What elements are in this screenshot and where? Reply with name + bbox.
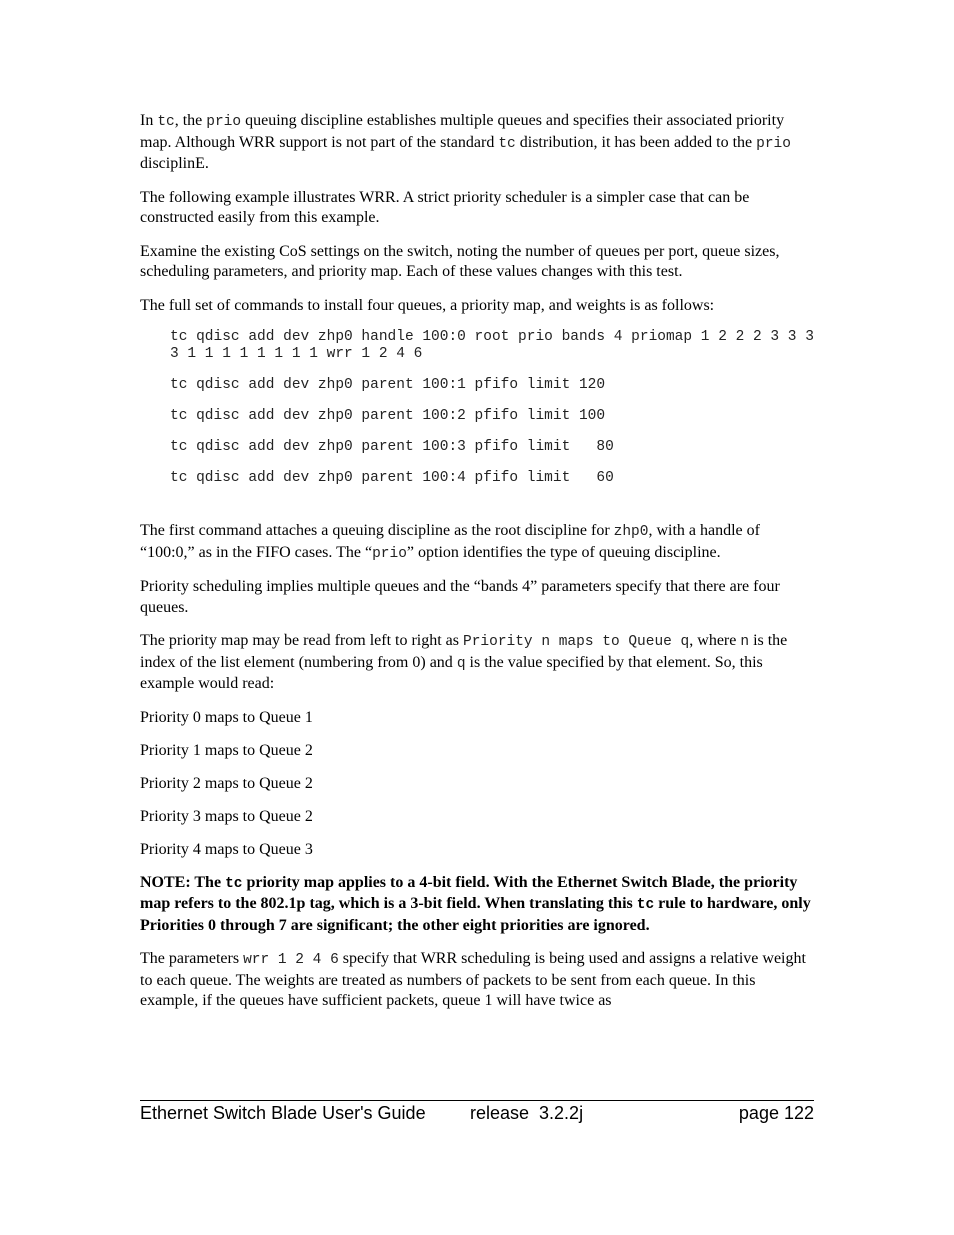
inline-code: prio <box>372 545 407 562</box>
text: distribution, it has been added to the <box>515 133 757 151</box>
footer-page-number: page 122 <box>738 1103 814 1123</box>
list-item: Priority 4 maps to Queue 3 <box>140 840 313 858</box>
note-box <box>140 873 814 937</box>
inline-code: tc <box>157 114 175 130</box>
text: , with a handle of “100:0,” as in the FIFO cases. The “ <box>140 522 760 561</box>
command-line: tc qdisc add dev zhp0 parent 100:1 pfifo limit 120 <box>170 377 606 393</box>
text: specify that WRR scheduling is being used and assigns a relative weight to each queue. The weights are treated as numbers of packets to be sent from each queue. In this example, if the queues have sufficient packets, queue 1 will have twice as <box>140 950 806 1009</box>
text: , the <box>174 112 207 129</box>
command-block <box>170 329 823 487</box>
paragraph-wrr-params <box>140 949 814 1012</box>
inline-code: tc <box>636 897 655 913</box>
paragraph-commands-intro: The full set of commands to install four queues, a priority map, and weights is as follows: <box>140 296 715 314</box>
command-line: tc qdisc add dev zhp0 parent 100:3 pfifo limit 80 <box>170 439 614 455</box>
text: is the value specified by that element. So, this example would read: <box>140 653 763 692</box>
text: In <box>140 112 158 129</box>
text: The parameters <box>140 950 244 967</box>
inline-code: wrr 1 2 4 6 <box>243 952 339 968</box>
inline-code: tc <box>225 875 243 892</box>
spacer <box>140 501 814 521</box>
paragraph-examine-settings: Examine the existing CoS settings on the switch, noting the number of queues per port, queue sizes, scheduling parameters, and priority map. Each of these values changes with this test. <box>140 242 780 280</box>
paragraph-first-command <box>140 521 814 564</box>
text: , where <box>689 632 741 649</box>
inline-code: n <box>740 634 750 650</box>
text: priority map applies to a 4-bit field. With the Ethernet Switch Blade, the priority map refers to the 802.1p tag, which is a 3-bit field. When translating this <box>140 873 798 912</box>
footer-title: Ethernet Switch Blade User's Guide <box>140 1103 426 1123</box>
inline-code: prio <box>206 114 242 130</box>
text: NOTE: The <box>140 873 226 891</box>
text: The first command attaches a queuing discipline as the root discipline for <box>140 522 614 539</box>
inline-code: q <box>456 655 466 672</box>
command-line: tc qdisc add dev zhp0 handle 100:0 root prio bands 4 priomap 1 2 2 2 3 3 3 3 1 1 1 1 1 1 1 1 wrr 1 2 4 6 <box>170 329 823 362</box>
text: disciplinE. <box>140 155 209 172</box>
inline-code: tc <box>498 135 516 152</box>
paragraph-bands: Priority scheduling implies multiple queues and the “bands 4” parameters specify that there are four queues. <box>140 578 780 616</box>
page-footer <box>140 1100 814 1123</box>
text: rule to hardware, only Priorities 0 through 7 are significant; the other eight priorities are ignored. <box>140 895 811 934</box>
inline-code: prio <box>756 135 791 152</box>
command-line: tc qdisc add dev zhp0 parent 100:2 pfifo limit 100 <box>170 408 606 424</box>
document-body <box>140 111 823 1025</box>
list-item: Priority 1 maps to Queue 2 <box>140 741 313 759</box>
inline-code: zhp0 <box>613 524 649 540</box>
paragraph-priority-map <box>140 631 814 695</box>
list-item: Priority 0 maps to Queue 1 <box>140 708 313 726</box>
list-item: Priority 3 maps to Queue 2 <box>140 807 313 825</box>
text: is the index of the list element (numbering from 0) and <box>140 632 788 671</box>
priority-list <box>140 708 814 861</box>
list-item: Priority 2 maps to Queue 2 <box>140 774 313 792</box>
text: ” option identifies the type of queuing discipline. <box>406 543 721 561</box>
paragraph-wrr-example: The following example illustrates WRR. A strict priority scheduler is a simpler case that can be constructed easily from this example. <box>140 188 750 226</box>
command-line: tc qdisc add dev zhp0 parent 100:4 pfifo limit 60 <box>170 470 614 486</box>
text: queuing discipline establishes multiple queues and specifies their associated priority map. Although WRR support is not part of the standard <box>140 112 785 151</box>
inline-code: Priority n maps to Queue q <box>463 634 690 650</box>
text: The priority map may be read from left to right as <box>140 632 464 649</box>
footer-release: release 3.2.2j <box>470 1103 584 1123</box>
paragraph-prio-intro <box>140 111 814 175</box>
